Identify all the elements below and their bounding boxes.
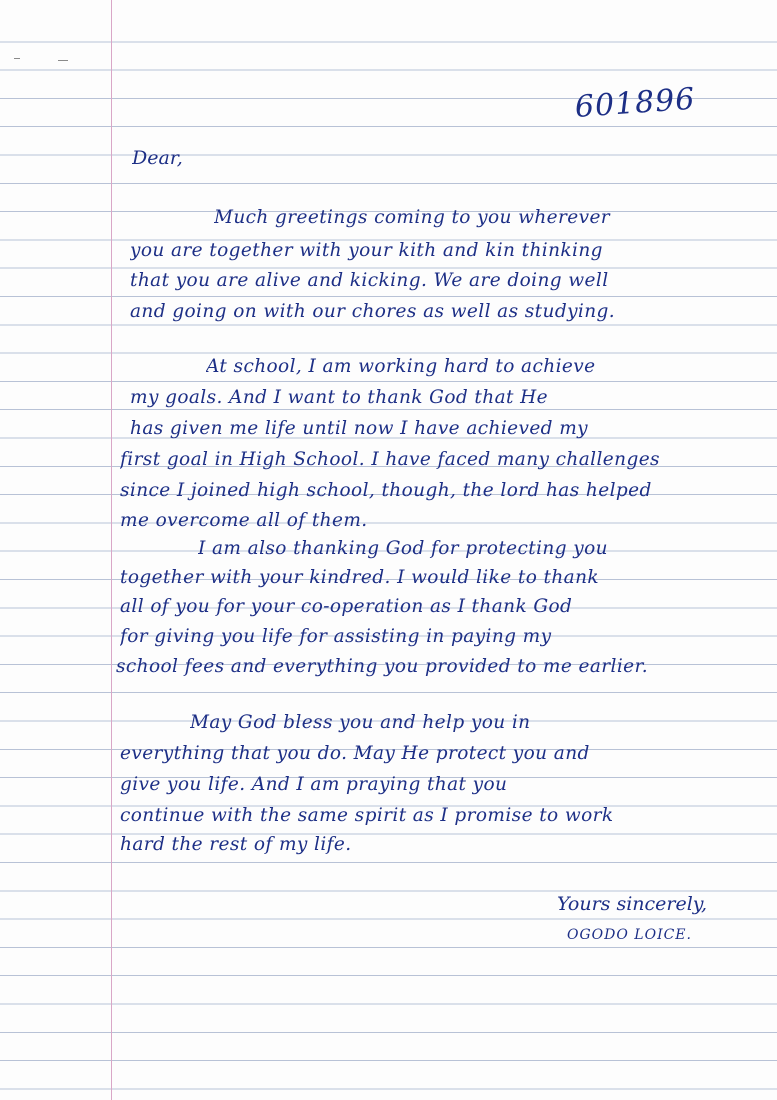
closing-line: Yours sincerely, — [557, 893, 708, 915]
letter-line: first goal in High School. I have faced many challenges — [120, 449, 660, 470]
letter-line: hard the rest of my life. — [120, 834, 352, 855]
letter-line: continue with the same spirit as I promise to work — [120, 805, 614, 826]
letter-line: May God bless you and help you in — [190, 712, 531, 733]
paper-speck — [14, 58, 20, 59]
letter-line: I am also thanking God for protecting you — [198, 538, 608, 559]
letter-line: together with your kindred. I would like to thank — [120, 567, 600, 588]
letter-line: me overcome all of them. — [120, 510, 368, 531]
letter-line: all of you for your co-operation as I thank God — [120, 596, 573, 617]
letter-line: for giving you life for assisting in paying my — [120, 626, 552, 647]
letter-line: that you are alive and kicking. We are doing well — [130, 270, 609, 291]
reference-number: 601896 — [573, 81, 697, 125]
letter-line: give you life. And I am praying that you — [120, 774, 508, 795]
salutation: Dear, — [132, 147, 183, 169]
letter-line: you are together with your kith and kin thinking — [130, 240, 603, 261]
letter-line: and going on with our chores as well as studying. — [130, 301, 616, 322]
paper-speck — [58, 60, 68, 61]
letter-line: my goals. And I want to thank God that He — [130, 387, 548, 408]
letter-line: At school, I am working hard to achieve — [206, 356, 596, 377]
letter-line: since I joined high school, though, the lord has helped — [120, 480, 652, 501]
margin-line — [111, 0, 112, 1100]
letter-line: has given me life until now I have achieved my — [130, 418, 589, 439]
letter-line: Much greetings coming to you wherever — [214, 207, 611, 228]
letter-line: everything that you do. May He protect you and — [120, 743, 590, 764]
letter-line: school fees and everything you provided to me earlier. — [116, 656, 648, 677]
signature-name: OGODO LOICE. — [567, 927, 692, 943]
